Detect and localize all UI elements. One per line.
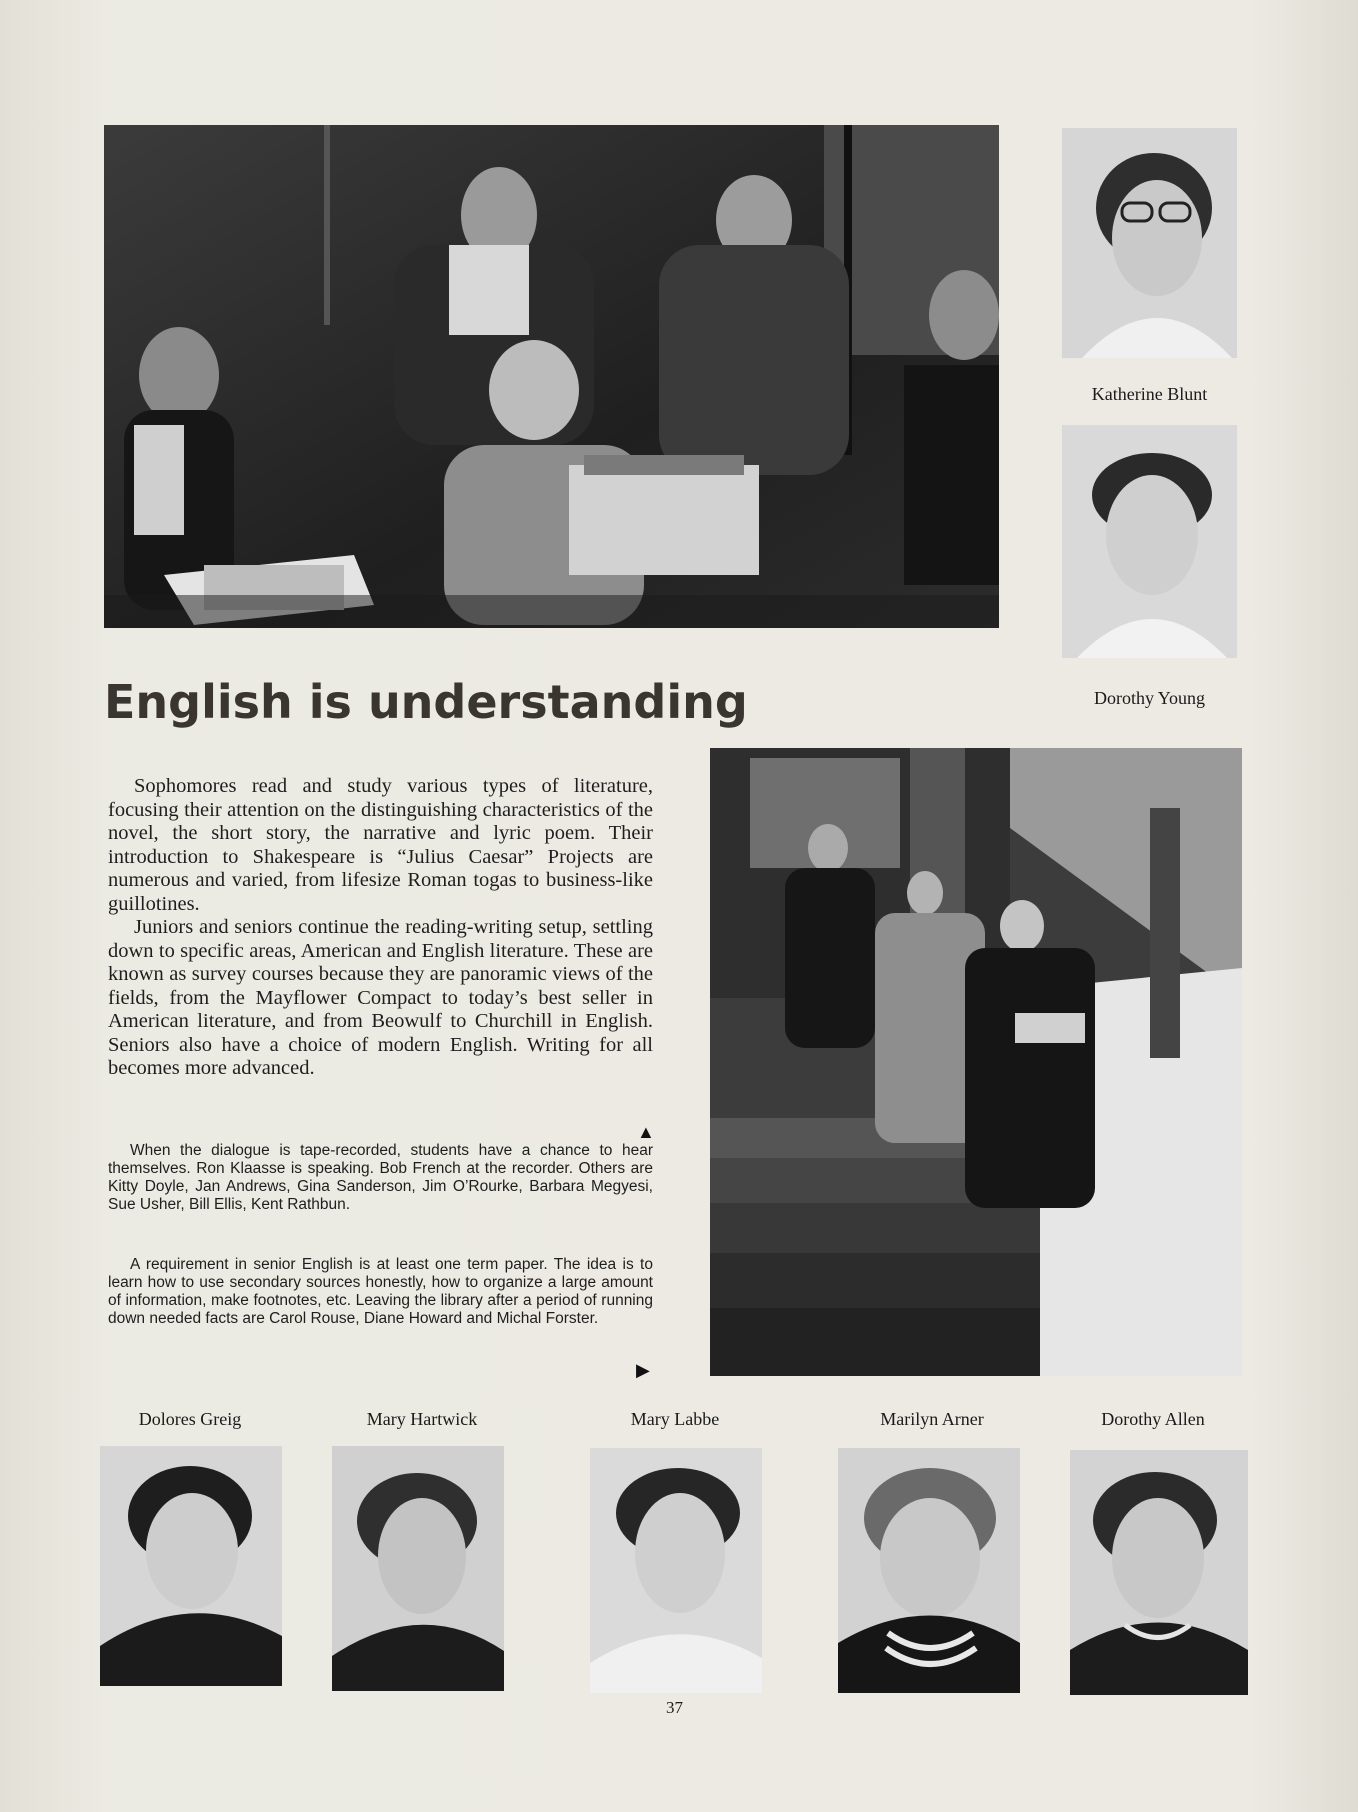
- classroom-tape-recorder-photo: [104, 125, 999, 628]
- page-number: 37: [666, 1698, 683, 1717]
- term-paper-caption: [108, 1256, 653, 1328]
- right-arrow-marker: ▶: [636, 1360, 650, 1380]
- body-paragraph: Sophomores read and study various types of literature, focusing their attention on the distinguishing characteristics of the novel, the short story, the narrative and lyric poem. Their introduction to Shakespeare is “Julius Caesar” Projects are numerous and varied, from lifesize Roman togas to business-like guillotines.: [108, 775, 653, 915]
- teacher-name-marilyn-arner: Marilyn Arner: [880, 1409, 984, 1429]
- portrait-mary-labbe: [590, 1448, 762, 1693]
- caption-text: A requirement in senior English is at least one term paper. The idea is to learn how to use secondary sources honestly, how to organize a large amount of information, make footnotes, etc. Leaving the library after a period of running down needed facts are Carol Rouse, Diane Howard and Michal Forster.: [108, 1256, 653, 1327]
- up-arrow-marker: ▲: [637, 1122, 655, 1142]
- section-heading: English is understanding: [104, 675, 748, 729]
- teacher-name-dorothy-allen: Dorothy Allen: [1101, 1409, 1205, 1429]
- recorder-caption: [108, 1142, 653, 1214]
- portrait-dorothy-young: [1062, 425, 1237, 658]
- library-steps-photo: [710, 748, 1242, 1376]
- portrait-marilyn-arner: [838, 1448, 1020, 1693]
- portrait-dorothy-allen: [1070, 1450, 1248, 1695]
- portrait-dolores-greig: [100, 1446, 282, 1686]
- portrait-katherine-blunt: [1062, 128, 1237, 358]
- teacher-name-mary-hartwick: Mary Hartwick: [366, 1409, 478, 1429]
- body-paragraph: Juniors and seniors continue the reading-writing setup, settling down to specific areas, American and English literature. These are known as survey courses because they are panoramic views of the fields, from the Mayflower Compact to today’s best seller in American literature, and from Beowulf to Churchill in English. Seniors also have a choice of modern English. Writing for all becomes more advanced.: [108, 916, 653, 1079]
- teacher-name-mary-labbe: Mary Labbe: [630, 1409, 720, 1429]
- teacher-name-dorothy-young: Dorothy Young: [1093, 688, 1206, 708]
- body-text: [108, 775, 653, 1081]
- caption-text: When the dialogue is tape-recorded, students have a chance to hear themselves. Ron Klaasse is speaking. Bob French at the recorder. Others are Kitty Doyle, Jan Andrews, Gina Sanderson, Jim O’Rourke, Barbara Megyesi, Sue Usher, Bill Ellis, Kent Rathbun.: [108, 1142, 653, 1213]
- teacher-name-dolores-greig: Dolores Greig: [138, 1409, 242, 1429]
- portrait-mary-hartwick: [332, 1446, 504, 1691]
- teacher-name-katherine-blunt: Katherine Blunt: [1091, 384, 1208, 404]
